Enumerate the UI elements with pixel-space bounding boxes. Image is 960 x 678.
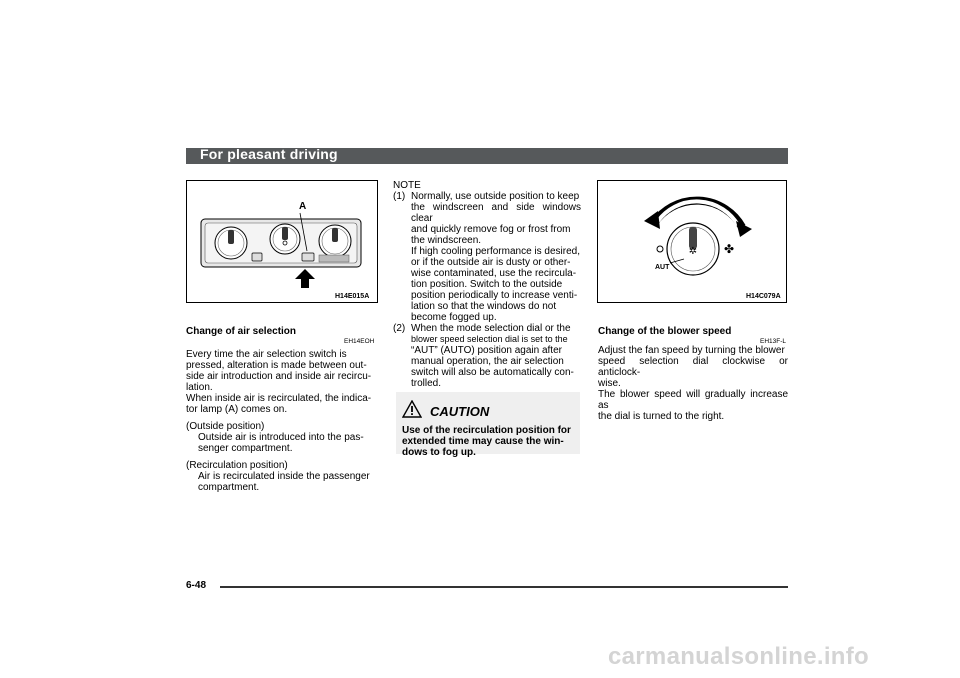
text-line: manual operation, the air selection [411,356,564,367]
text-line: “AUT” (AUTO) position again after [411,345,562,356]
text-line: tion position. Switch to the outside [411,279,563,290]
text-line: Normally, use outside position to keep [411,191,580,202]
dial-auto-label: AUT [655,264,670,271]
callout-letter: A [299,201,307,212]
section-title: For pleasant driving [200,146,338,162]
recirculation-description [186,471,378,493]
note-number: (1) [393,191,406,202]
text-line: position periodically to increase venti- [411,290,578,301]
text-line: When inside air is recirculated, the indica- [186,393,372,404]
footer-rule [220,586,788,588]
text-line: or if the outside air is dusty or other- [411,257,571,268]
text-line: switch will also be automatically con- [411,367,574,378]
blower-dial-figure [597,180,787,303]
text-line: pressed, alteration is made between out- [186,360,367,371]
climate-panel-figure [186,180,378,303]
note-section [393,180,581,389]
note-number: (2) [393,323,406,334]
text-line: tor lamp (A) comes on. [186,404,288,415]
blower-dial-illustration [598,181,787,303]
section-header-bar [186,148,788,164]
svg-text:✲: ✲ [688,246,698,257]
section-heading: Change of air selection [186,326,297,337]
text-line: and quickly remove fog or frost from [411,224,571,235]
blower-speed-section [598,326,788,422]
climate-panel-illustration [187,181,378,303]
caution-box [396,392,580,458]
caution-title: CAUTION [430,404,490,419]
text-line: the windscreen. [411,235,482,246]
text-line: Adjust the fan speed by turning the blower [598,345,785,356]
recirculation-heading: (Recirculation position) [186,460,288,471]
caution-text [402,425,574,458]
text-line: become fogged up. [411,312,497,323]
text-line: The blower speed will gradually increase as [598,389,788,411]
text-line: senger compartment. [198,443,293,454]
paragraph [186,349,378,415]
text-line: side air introduction and inside air recircu- [186,371,372,382]
outside-heading: (Outside position) [186,421,265,432]
text-line: lation. [186,382,213,393]
watermark-text: carmanualsonline.info [608,643,870,670]
text-line: Use of the recirculation position for [402,425,571,436]
warning-icon [402,400,422,423]
note-item [393,323,581,389]
page-number: 6-48 [186,580,207,591]
figure-label: H14C079A [746,293,781,300]
text-line: dows to fog up. [402,447,476,458]
text-line: the windscreen and side windows clear [411,202,581,224]
text-line: Every time the air selection switch is [186,349,347,360]
text-line: trolled. [411,378,442,389]
section-code: EH13F-L [760,338,787,345]
note-item [393,191,581,323]
text-line: blower speed selection dial is set to the [411,334,568,344]
text-line: speed selection dial clockwise or anticlock- [598,356,788,378]
text-line: Air is recirculated inside the passenger [198,471,370,482]
text-line: wise contaminated, use the recircula- [411,268,577,279]
svg-text:✤: ✤ [723,242,735,256]
air-selection-section [186,326,378,493]
text-line: the dial is turned to the right. [598,411,725,422]
section-code: EH14EOH [344,338,375,345]
note-label: NOTE [393,180,421,191]
outside-description [186,432,378,454]
text-line: lation so that the windows do not [411,301,557,312]
figure-label: H14E015A [335,293,370,300]
text-line: Outside air is introduced into the pas- [198,432,364,443]
paragraph [598,345,788,422]
section-heading: Change of the blower speed [598,326,732,337]
text-line: extended time may cause the win- [402,436,564,447]
text-line: wise. [598,378,621,389]
text-line: compartment. [198,482,260,493]
text-line: If high cooling performance is desired, [411,246,580,257]
text-line: When the mode selection dial or the [411,323,571,334]
